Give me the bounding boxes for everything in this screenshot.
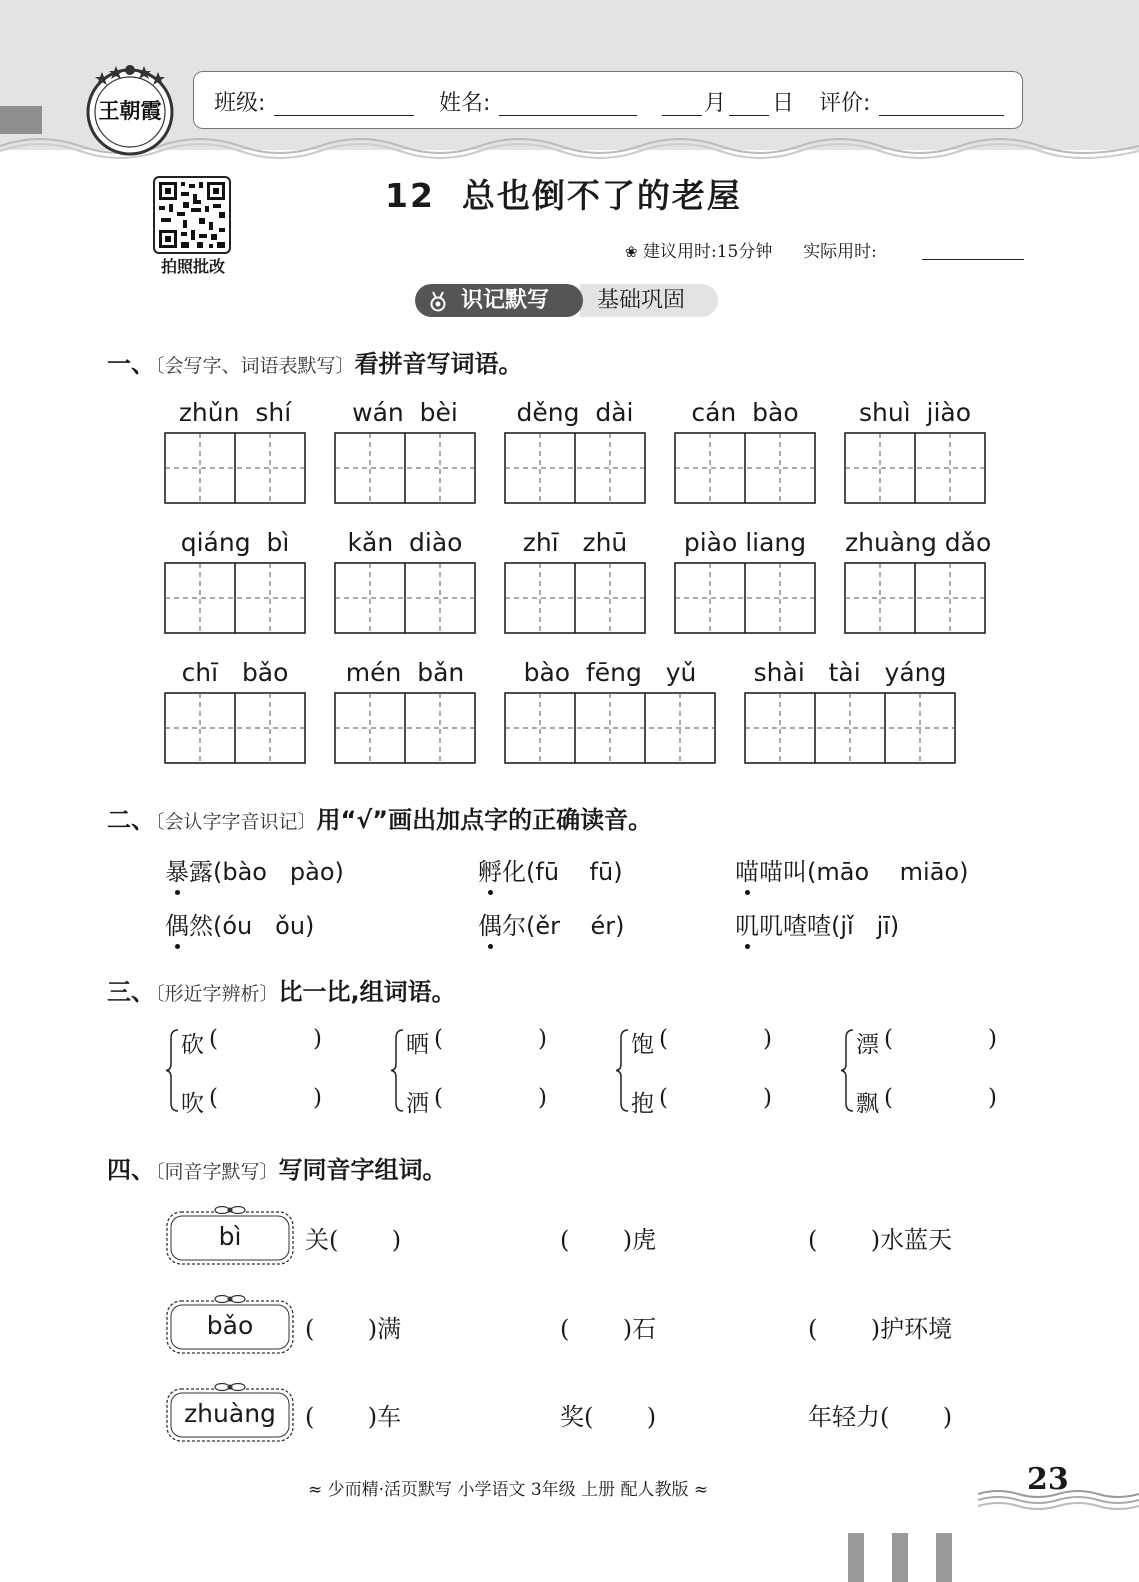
footer-text (308, 1475, 708, 1500)
answer-close-paren[interactable]: ) (988, 1026, 997, 1052)
footer-book-info: 少而精·活页默写 小学语文 3年级 上册 配人教版 (327, 1480, 689, 1500)
writing-grid[interactable] (334, 692, 476, 764)
word-rest: 化 (502, 858, 526, 886)
homophone-blank[interactable]: ( )车 (305, 1403, 402, 1431)
day-field[interactable] (729, 115, 769, 116)
wave-icon: ≈ (308, 1480, 323, 1500)
compare-character: 吹 (181, 1091, 204, 1117)
writing-grid[interactable] (674, 562, 816, 634)
homophone-blank[interactable]: ( )虎 (560, 1226, 657, 1254)
word-rest: 叽喳喳 (759, 912, 831, 940)
brace-icon (165, 1028, 179, 1113)
homophone-blank[interactable]: 关( ) (305, 1226, 402, 1254)
answer-close-paren[interactable]: ) (988, 1085, 997, 1111)
class-field[interactable] (274, 115, 414, 116)
answer-open-paren[interactable]: ( (209, 1026, 218, 1052)
pinyin-label: zhǔn shí (178, 398, 292, 427)
lesson-number: 12 (385, 176, 435, 215)
name-label: 姓名: (439, 91, 491, 116)
qr-code-icon[interactable] (153, 176, 231, 254)
brace-icon (840, 1028, 854, 1113)
answer-open-paren[interactable]: ( (884, 1026, 893, 1052)
pronunciation-options[interactable]: (māo miāo) (807, 858, 969, 886)
writing-grid[interactable] (164, 562, 306, 634)
compare-character: 砍 (181, 1032, 204, 1058)
section4-number: 四、 (107, 1156, 155, 1184)
section2-header (107, 800, 652, 835)
compare-character: 漂 (856, 1032, 879, 1058)
word-rest: 露 (189, 858, 213, 886)
dotted-character: 偶 (478, 906, 502, 941)
pronunciation-options[interactable]: (óu ǒu) (213, 912, 315, 940)
section3-instruction: 比一比,组词语。 (278, 978, 456, 1006)
answer-close-paren[interactable]: ) (313, 1085, 322, 1111)
homophone-blank[interactable]: 奖( ) (560, 1403, 657, 1431)
lesson-title: 总也倒不了的老屋 (461, 176, 742, 215)
pronunciation-options[interactable]: (ěr ér) (526, 912, 625, 940)
section4-header (107, 1150, 447, 1185)
section1-tag: 〔会写字、词语表默写〕 (155, 355, 355, 377)
pinyin-label: zhuàng dǎo (845, 528, 992, 557)
day-label: 日 (772, 91, 795, 116)
homophone-blank[interactable]: ( )水蓝天 (808, 1226, 953, 1254)
word-rest: 尔 (502, 912, 526, 940)
writing-grid[interactable] (504, 562, 646, 634)
answer-open-paren[interactable]: ( (659, 1026, 668, 1052)
pronunciation-item (735, 852, 968, 887)
pronunciation-options[interactable]: (jǐ jī) (831, 912, 900, 940)
writing-grid[interactable] (334, 432, 476, 504)
writing-grid[interactable] (504, 692, 716, 764)
pronunciation-item (165, 906, 314, 941)
section3-header (107, 972, 456, 1007)
footer-bar (892, 1533, 908, 1582)
pinyin-label: cán bào (691, 398, 799, 427)
answer-close-paren[interactable]: ) (538, 1026, 547, 1052)
dotted-character: 喵 (735, 852, 759, 887)
banner-right: 基础巩固 (580, 284, 718, 317)
student-info-box (193, 71, 1023, 129)
homophone-blank[interactable]: ( )满 (305, 1315, 402, 1343)
page-number: 23 (1027, 1462, 1069, 1497)
compare-character: 饱 (631, 1032, 654, 1058)
footer-bar (936, 1533, 952, 1582)
pinyin-label: mén bǎn (345, 658, 465, 687)
writing-grid[interactable] (844, 562, 986, 634)
section3-tag: 〔形近字辨析〕 (155, 983, 279, 1005)
writing-grid[interactable] (334, 562, 476, 634)
pinyin-label: kǎn diào (347, 528, 463, 557)
brace-icon (390, 1028, 404, 1113)
pinyin-label: chī bǎo (181, 658, 289, 687)
pronunciation-item (735, 906, 899, 941)
writing-grid[interactable] (164, 432, 306, 504)
pronunciation-item (478, 852, 623, 887)
answer-close-paren[interactable]: ) (313, 1026, 322, 1052)
pinyin-label: děng dài (516, 398, 634, 427)
answer-open-paren[interactable]: ( (659, 1085, 668, 1111)
dotted-character: 暴 (165, 852, 189, 887)
pinyin-label: shuì jiào (858, 398, 972, 427)
compare-character: 抱 (631, 1091, 654, 1117)
homophone-blank[interactable]: ( )石 (560, 1315, 657, 1343)
pronunciation-options[interactable]: (bào pào) (213, 858, 344, 886)
section2-number: 二、 (107, 806, 155, 834)
writing-grid[interactable] (504, 432, 646, 504)
section4-tag: 〔同音字默写〕 (155, 1161, 279, 1183)
pinyin-label: bào fēng yǔ (523, 658, 697, 687)
pinyin-label: shài tài yáng (753, 658, 947, 687)
dotted-character: 偶 (165, 906, 189, 941)
word-rest: 喵叫 (759, 858, 807, 886)
flower-icon: ❀ (625, 243, 638, 261)
answer-close-paren[interactable]: ) (763, 1085, 772, 1111)
answer-open-paren[interactable]: ( (884, 1085, 893, 1111)
logo-text: 王朝霞 (98, 98, 162, 123)
compare-character: 飘 (856, 1091, 879, 1117)
pronunciation-item (478, 906, 625, 941)
section1-number: 一、 (107, 350, 155, 378)
banner-left: 识记默写 (415, 284, 583, 317)
pronunciation-item (165, 852, 344, 887)
homophone-blank[interactable]: 年轻力( ) (808, 1403, 953, 1431)
pinyin-label: piào liang (683, 528, 807, 557)
section1-instruction: 看拼音写词语。 (354, 350, 523, 378)
page-title (385, 170, 742, 217)
section3-number: 三、 (107, 978, 155, 1006)
name-field[interactable] (499, 115, 637, 116)
word-rest: 然 (189, 912, 213, 940)
answer-open-paren[interactable]: ( (434, 1026, 443, 1052)
section4-instruction: 写同音字组词。 (278, 1156, 447, 1184)
homophone-pinyin: bǎo (206, 1311, 254, 1340)
wave-icon: ≈ (693, 1480, 709, 1500)
month-field[interactable] (662, 115, 702, 116)
pronunciation-options[interactable]: (fū fū) (526, 858, 623, 886)
writing-grid[interactable] (844, 432, 986, 504)
section2-tag: 〔会认字字音识记〕 (155, 811, 317, 833)
suggested-time: 建议用时:15分钟 (642, 242, 773, 262)
section1-header (107, 344, 523, 379)
pinyin-label: wán bèi (352, 398, 458, 427)
footer-bar (848, 1533, 864, 1582)
month-label: 月 (704, 91, 727, 116)
compare-character: 洒 (406, 1091, 429, 1117)
answer-close-paren[interactable]: ) (763, 1026, 772, 1052)
timing-info (625, 237, 877, 262)
actual-time-field[interactable] (922, 259, 1024, 260)
brand-logo-icon (82, 58, 178, 158)
writing-grid[interactable] (164, 692, 306, 764)
class-label: 班级: (214, 91, 266, 116)
rating-label: 评价: (819, 91, 871, 116)
answer-open-paren[interactable]: ( (209, 1085, 218, 1111)
homophone-pinyin: bì (218, 1222, 242, 1251)
homophone-blank[interactable]: ( )护环境 (808, 1315, 953, 1343)
pinyin-label: qiáng bì (180, 528, 290, 557)
answer-close-paren[interactable]: ) (538, 1085, 547, 1111)
section2-instruction: 用“√”画出加点字的正确读音。 (316, 806, 653, 834)
answer-open-paren[interactable]: ( (434, 1085, 443, 1111)
rating-field[interactable] (879, 115, 1004, 116)
actual-time-label: 实际用时: (803, 242, 877, 262)
qr-caption: 拍照批改 (160, 257, 225, 276)
gray-tab-marker (0, 106, 42, 134)
homophone-pinyin: zhuàng (184, 1399, 276, 1428)
writing-grid[interactable] (674, 432, 816, 504)
medal-icon (427, 290, 449, 312)
brace-icon (615, 1028, 629, 1113)
pinyin-label: zhī zhū (522, 528, 628, 557)
writing-grid[interactable] (744, 692, 956, 764)
dotted-character: 孵 (478, 852, 502, 887)
dotted-character: 叽 (735, 906, 759, 941)
compare-character: 晒 (406, 1032, 429, 1058)
